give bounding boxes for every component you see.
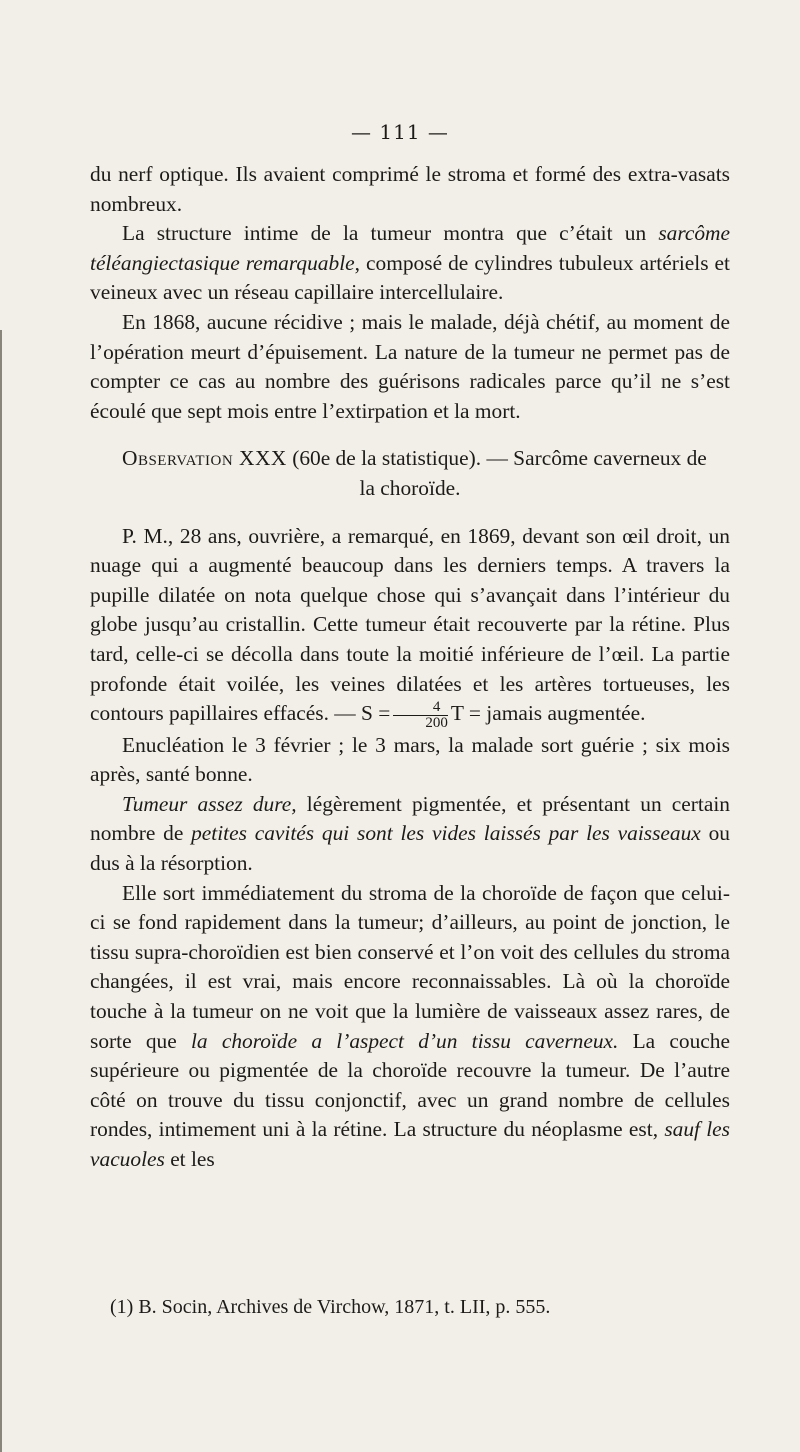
case-paragraph-2: Enucléation le 3 février ; le 3 mars, la malade sort guérie ; six mois après, santé bonne. — [90, 732, 730, 787]
paragraph-2 — [90, 219, 730, 308]
case-paragraph-3 — [90, 790, 730, 879]
text-run: P. M., 28 ans, ouvrière, a remarqué, en 1869, devant son œil droit, un nuage qui a augmenté beaucoup dans les derniers temps. A travers la pupille dilatée on nota quelque chose qui s’avançait dans l’intérieur du globe jusqu’au cristallin. Cette tumeur était recouverte par la rétine. Plus tard, celle-ci se décolla dans toute la moitié inférieure de l’œil. La partie profonde était voilée, les veines dilatées et les artères tortueuses, les contours papillaires effacés. — S = — [90, 523, 730, 726]
page-number: — 111 — — [351, 120, 449, 144]
text-run: Elle sort immédiatement du stroma de la choroïde de façon que celui-ci se fond rapidement dans la tumeur; d’ailleurs, au point de jonction, le tissu supra-choroïdien est bien conservé et l’on voit des cellules du stroma changées, il est vrai, mais encore reconnaissables. Là où la choroïde touche à la tumeur on ne voit que la lumière de vaisseaux assez rares, de sorte que — [90, 880, 730, 1053]
paragraph-3: En 1868, aucune récidive ; mais le malade, déjà chétif, au moment de l’opération meurt d’épuisement. La nature de la tumeur ne permet pas de compter ce cas au nombre des guérisons radicales parce qu’il ne s’est écoulé que sept mois entre l’extirpation et la mort. — [90, 309, 730, 423]
observation-title-cont: la choroïde. — [359, 475, 461, 500]
italic-term: la choroïde a l’aspect d’un tissu caverneux. — [190, 1028, 619, 1053]
paragraph-1: du nerf optique. Ils avaient comprimé le stroma et formé des extra-vasats nombreux. — [90, 162, 730, 216]
italic-term: sarcôme téléangiectasique remarquable — [90, 221, 730, 275]
fraction-numerator: 4 — [393, 700, 448, 716]
text-run: T = jamais augmentée. — [450, 701, 646, 726]
text-run: La structure intime de la tumeur montra que c’était un — [122, 221, 659, 246]
observation-heading — [90, 444, 730, 503]
footnote: (1) B. Socin, Archives de Virchow, 1871, t. LII, p. 555. — [110, 1296, 551, 1318]
italic-term: petites cavités qui sont les vides laissés par les vaisseaux — [191, 821, 701, 846]
text-run: La couche supérieure ou pigmentée de la choroïde recouvre la tumeur. De l’autre côté on trouve du tissu conjonctif, avec un grand nombre de cellules rondes, intimement uni à la rétine. La structure du néoplasme est, — [90, 1028, 730, 1142]
case-paragraph-1 — [90, 522, 730, 731]
text-run: ou dus à la résorption. — [90, 821, 730, 876]
text-run: , composé de cylindres tubuleux artériels et veineux avec un réseau capillaire intercellulaire. — [90, 250, 730, 305]
observation-label: Observation XXX — [122, 446, 287, 471]
fraction-denominator: 200 — [425, 714, 448, 731]
text-run: légèrement pigmentée, et présentant un certain nombre de — [90, 791, 730, 846]
page-edge-shadow — [0, 330, 2, 1452]
case-paragraph-4 — [90, 879, 730, 1175]
italic-term: Tumeur assez dure, — [122, 791, 297, 816]
observation-title: (60e de la statistique). — Sarcôme caverneux de — [292, 446, 707, 471]
text-run: et les — [164, 1147, 215, 1171]
italic-term: sauf les vacuoles — [90, 1117, 730, 1171]
body-text — [90, 160, 730, 1175]
fraction — [393, 700, 448, 731]
